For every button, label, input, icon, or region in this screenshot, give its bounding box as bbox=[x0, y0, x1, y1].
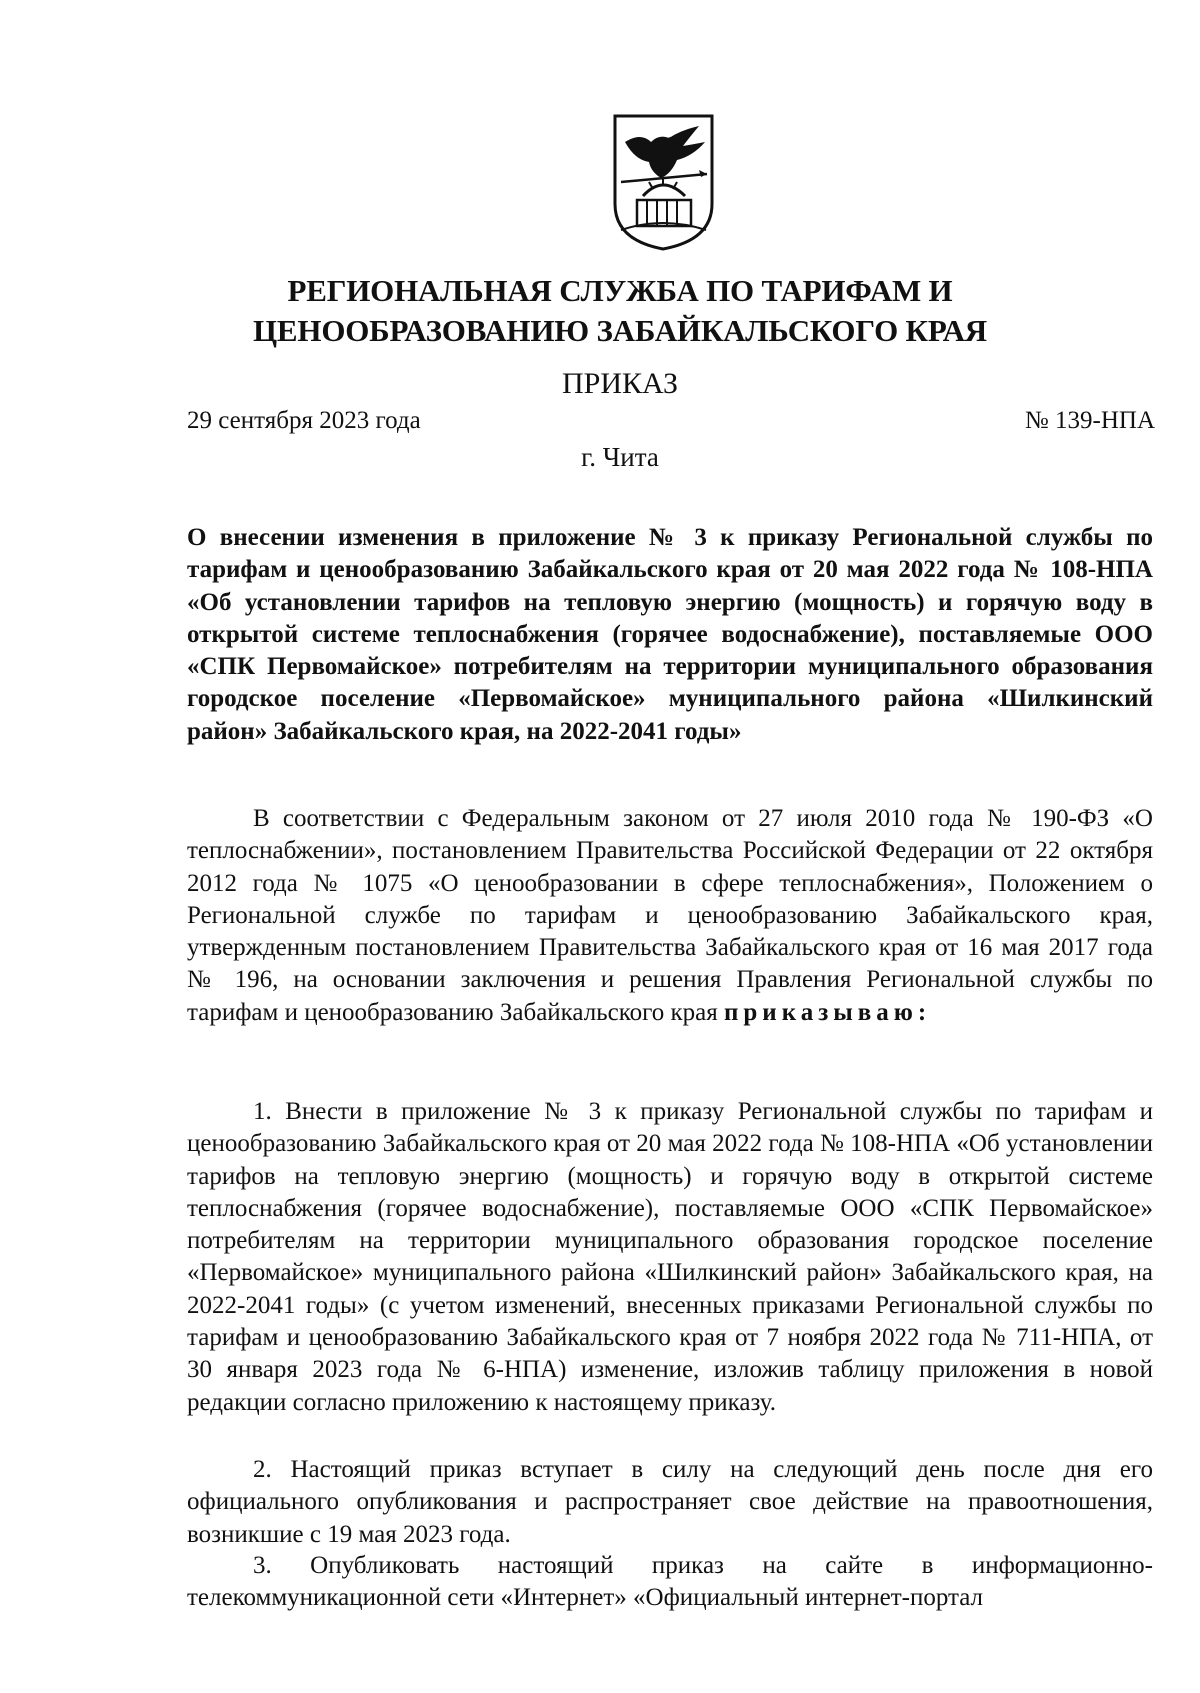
organization-title-line-1: РЕГИОНАЛЬНАЯ СЛУЖБА ПО ТАРИФАМ И bbox=[287, 273, 953, 308]
order-item-3 bbox=[187, 1550, 1153, 1615]
document-city: г. Чита bbox=[581, 442, 659, 472]
document-type: ПРИКАЗ bbox=[562, 367, 678, 400]
document-number: № 139-НПА bbox=[1024, 407, 1155, 434]
preamble-text: В соответствии с Федеральным законом от 27 июля 2010 года № 190-ФЗ «О теплоснабжении», постановлением Правительства Российской Федерации от 22 октября 2012 года № 1075 «О ценообразовании в сфере теплоснабжения», Положением о Региональной службе по тарифам и ценообразованию Забайкальского края, утвержденным постановлением Правительства Забайкальского края от 16 мая 2017 года № 196, на основании заключения и решения Правления Региональной службы по тарифам и ценообразованию Забайкальского края bbox=[187, 805, 1153, 1026]
order-item-1 bbox=[187, 1096, 1153, 1419]
document-date: 29 сентября 2023 года bbox=[187, 407, 421, 434]
order-item-2 bbox=[187, 1454, 1153, 1551]
order-item-text: 2. Настоящий приказ вступает в силу на следующий день после дня его официального опубликования и распространяет свое действие на правоотношения, возникшие с 19 мая 2023 года. bbox=[187, 1456, 1153, 1548]
preamble-paragraph bbox=[187, 803, 1153, 1029]
order-keyword: приказываю: bbox=[723, 998, 932, 1026]
organization-title-line-2: ЦЕНООБРАЗОВАНИЮ ЗАБАЙКАЛЬСКОГО КРАЯ bbox=[253, 313, 987, 348]
coat-of-arms-emblem bbox=[611, 112, 716, 252]
order-item-text: 1. Внести в приложение № 3 к приказу Региональной службы по тарифам и ценообразованию Забайкальского края от 20 мая 2022 года № 108-НПА «Об установлении тарифов на тепловую энергию (мощность) и горячую воду в открытой системе теплоснабжения (горячее водоснабжение), поставляемые ООО «СПК Первомайское» потребителям на территории муниципального образования городское поселение «Первомайское» муниципального района «Шилкинский район» Забайкальского края, на 2022-2041 годы» (с учетом изменений, внесенных приказами Региональной службы по тарифам и ценообразованию Забайкальского края от 7 ноября 2022 года № 711-НПА, от 30 января 2023 года № 6-НПА) изменение, изложив таблицу приложения в новой редакции согласно приложению к настоящему приказу. bbox=[187, 1098, 1153, 1416]
document-subject: О внесении изменения в приложение № 3 к приказу Региональной службы по тарифам и ценообразованию Забайкальского края от 20 мая 2022 года № 108-НПА «Об установлении тарифов на тепловую энергию (мощность) и горячую воду в открытой системе теплоснабжения (горячее водоснабжение), поставляемые ООО «СПК Первомайское» потребителям на территории муниципального образования городское поселение «Первомайское» муниципального района «Шилкинский район» Забайкальского края, на 2022-2041 годы» bbox=[187, 524, 1153, 745]
order-item-text: 3. Опубликовать настоящий приказ на сайте в информационно-телекоммуникационной сети «Интернет» «Официальный интернет-портал bbox=[187, 1552, 1153, 1612]
organization-title bbox=[180, 271, 1060, 351]
